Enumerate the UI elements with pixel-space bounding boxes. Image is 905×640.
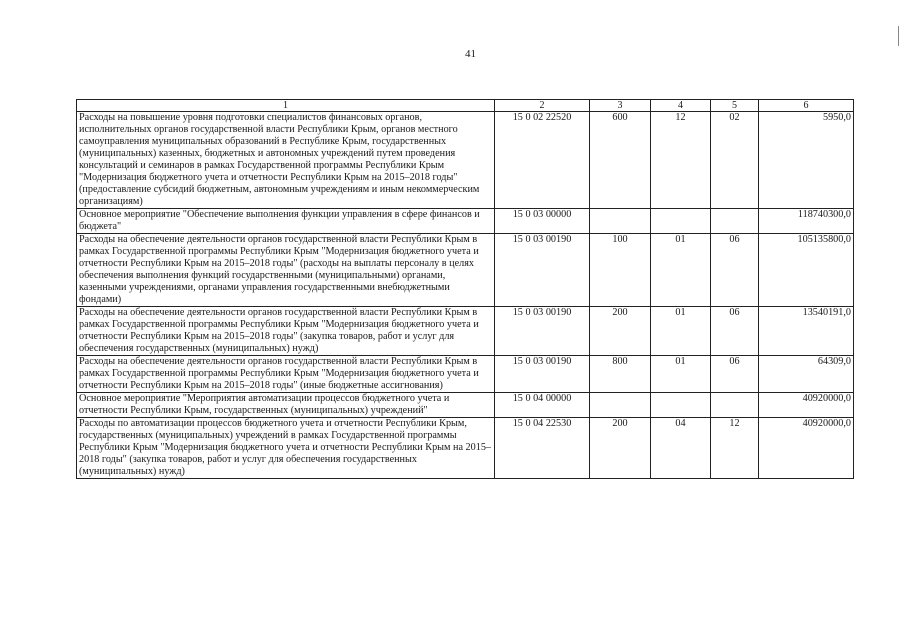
table-row <box>77 356 854 393</box>
row-code: 15 0 03 00000 <box>495 209 590 234</box>
row-name: Расходы на обеспечение деятельности органов государственной власти Республики Крым в рамках Государственной программы Республики Крым "Модернизация бюджетного учета и отчетности Республики Крым на 2015–2018 годы" (иные бюджетные ассигнования) <box>77 356 495 393</box>
row-section: 01 <box>651 234 711 307</box>
row-section: 01 <box>651 356 711 393</box>
row-name: Расходы на обеспечение деятельности органов государственной власти Республики Крым в рамках Государственной программы Республики Крым "Модернизация бюджетного учета и отчетности Республики Крым на 2015–2018 годы" (расходы на выплаты персоналу в целях обеспечения выполнения функций государственными (муниципальными) органами, казенными учреждениями, органами управления государственными внебюджетными фондами) <box>77 234 495 307</box>
row-expense-type <box>590 209 651 234</box>
row-amount: 13540191,0 <box>759 307 854 356</box>
row-expense-type: 100 <box>590 234 651 307</box>
row-expense-type: 600 <box>590 112 651 209</box>
header-col-6: 6 <box>759 100 854 112</box>
row-expense-type <box>590 393 651 418</box>
header-col-2: 2 <box>495 100 590 112</box>
row-amount: 105135800,0 <box>759 234 854 307</box>
row-code: 15 0 03 00190 <box>495 234 590 307</box>
row-subsection: 06 <box>711 307 759 356</box>
row-amount: 118740300,0 <box>759 209 854 234</box>
row-subsection <box>711 393 759 418</box>
row-section: 04 <box>651 418 711 479</box>
table-row <box>77 209 854 234</box>
header-col-4: 4 <box>651 100 711 112</box>
table-row <box>77 393 854 418</box>
row-code: 15 0 03 00190 <box>495 307 590 356</box>
header-col-5: 5 <box>711 100 759 112</box>
page-number: 41 <box>465 48 476 60</box>
row-expense-type: 800 <box>590 356 651 393</box>
budget-table <box>76 99 854 479</box>
row-amount: 5950,0 <box>759 112 854 209</box>
row-section <box>651 393 711 418</box>
row-subsection: 12 <box>711 418 759 479</box>
row-amount: 64309,0 <box>759 356 854 393</box>
row-subsection: 06 <box>711 234 759 307</box>
row-subsection: 02 <box>711 112 759 209</box>
row-expense-type: 200 <box>590 418 651 479</box>
row-code: 15 0 02 22520 <box>495 112 590 209</box>
row-section: 12 <box>651 112 711 209</box>
row-expense-type: 200 <box>590 307 651 356</box>
header-col-1: 1 <box>77 100 495 112</box>
table-row <box>77 112 854 209</box>
table-row <box>77 418 854 479</box>
row-amount: 40920000,0 <box>759 418 854 479</box>
table-row <box>77 307 854 356</box>
row-code: 15 0 03 00190 <box>495 356 590 393</box>
header-col-3: 3 <box>590 100 651 112</box>
row-subsection <box>711 209 759 234</box>
row-name: Основное мероприятие "Мероприятия автоматизации процессов бюджетного учета и отчетности Республики Крым, государственных (муниципальных) учреждений" <box>77 393 495 418</box>
row-name: Расходы по автоматизации процессов бюджетного учета и отчетности Республики Крым, государственных (муниципальных) учреждений в рамках Государственной программы Республики Крым "Модернизация бюджетного учета и отчетности Республики Крым на 2015–2018 годы" (закупка товаров, работ и услуг для обеспечения государственных (муниципальных) нужд) <box>77 418 495 479</box>
table-row <box>77 234 854 307</box>
row-name: Основное мероприятие "Обеспечение выполнения функции управления в сфере финансов и бюджета" <box>77 209 495 234</box>
row-name: Расходы на обеспечение деятельности органов государственной власти Республики Крым в рамках Государственной программы Республики Крым "Модернизация бюджетного учета и отчетности Республики Крым на 2015–2018 годы" (закупка товаров, работ и услуг для обеспечения государственных (муниципальных) нужд) <box>77 307 495 356</box>
row-code: 15 0 04 22530 <box>495 418 590 479</box>
row-section <box>651 209 711 234</box>
row-code: 15 0 04 00000 <box>495 393 590 418</box>
row-section: 01 <box>651 307 711 356</box>
row-amount: 40920000,0 <box>759 393 854 418</box>
row-name: Расходы на повышение уровня подготовки специалистов финансовых органов, исполнительных органов государственной власти Республики Крым, органов местного самоуправления муниципальных образований в Республике Крым, государственных (муниципальных) казенных, бюджетных и автономных учреждений путем проведения консультаций и семинаров в рамках Государственной программы Республики Крым "Модернизация бюджетного учета и отчетности Республики Крым на 2015–2018 годы" (предоставление субсидий бюджетным, автономным учреждениям и иным некоммерческим организациям) <box>77 112 495 209</box>
scan-edge-mark <box>898 26 899 46</box>
table-header-row <box>77 100 854 112</box>
row-subsection: 06 <box>711 356 759 393</box>
